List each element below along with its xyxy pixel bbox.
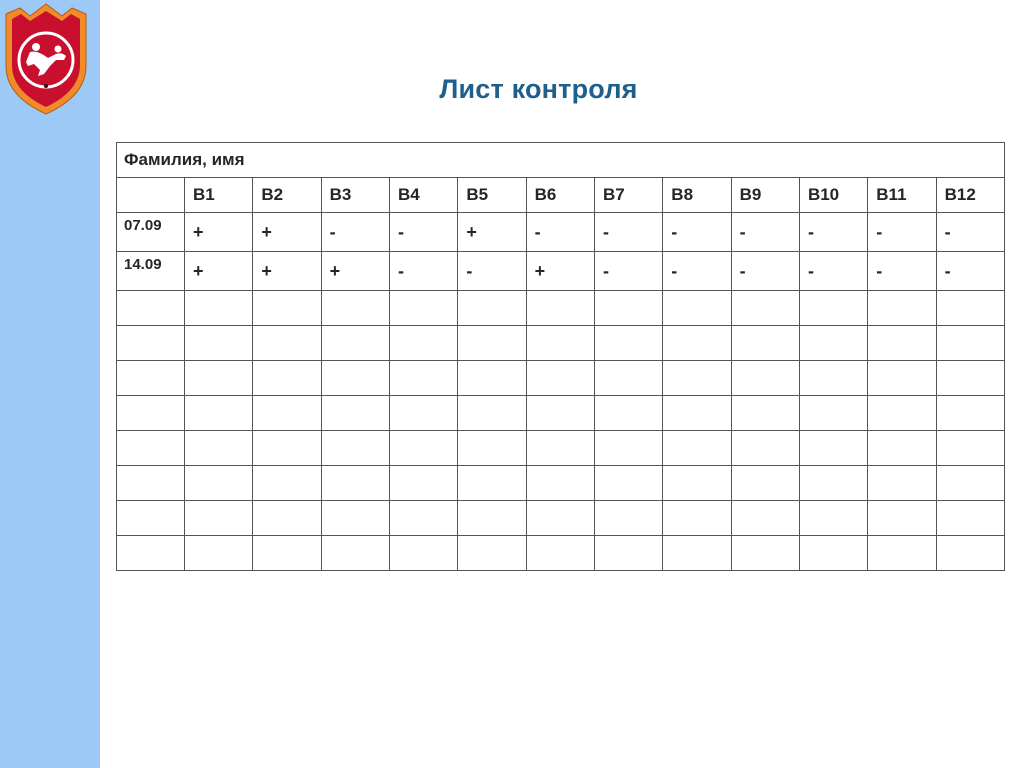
- date-cell: 14.09: [117, 252, 185, 291]
- empty-cell: [321, 396, 389, 431]
- empty-cell: [731, 536, 799, 571]
- column-header-cell: В12: [936, 178, 1005, 213]
- table-row: [117, 213, 1005, 252]
- empty-cell: [185, 466, 253, 501]
- mark-cell: -: [868, 252, 936, 291]
- empty-cell: [594, 291, 662, 326]
- empty-cell: [868, 431, 936, 466]
- empty-cell: [253, 501, 321, 536]
- empty-cell: [389, 431, 457, 466]
- empty-cell: [321, 536, 389, 571]
- empty-cell: [389, 501, 457, 536]
- empty-cell: [594, 396, 662, 431]
- empty-cell: [868, 291, 936, 326]
- empty-cell: [663, 466, 731, 501]
- empty-cell: [253, 361, 321, 396]
- mark-cell: +: [253, 252, 321, 291]
- empty-cell: [117, 466, 185, 501]
- empty-cell: [731, 361, 799, 396]
- mark-cell: -: [663, 213, 731, 252]
- empty-cell: [253, 466, 321, 501]
- table-row: [117, 252, 1005, 291]
- empty-row: [117, 291, 1005, 326]
- column-header-cell: В1: [185, 178, 253, 213]
- mark-cell: +: [253, 213, 321, 252]
- empty-cell: [868, 501, 936, 536]
- empty-cell: [799, 326, 867, 361]
- empty-cell: [594, 536, 662, 571]
- empty-cell: [799, 501, 867, 536]
- empty-cell: [663, 431, 731, 466]
- corner-cell: [117, 178, 185, 213]
- column-header-cell: В10: [799, 178, 867, 213]
- empty-cell: [458, 501, 526, 536]
- empty-cell: [799, 466, 867, 501]
- column-header-cell: В7: [594, 178, 662, 213]
- empty-cell: [526, 361, 594, 396]
- empty-cell: [321, 291, 389, 326]
- empty-cell: [799, 536, 867, 571]
- empty-cell: [117, 291, 185, 326]
- empty-cell: [389, 536, 457, 571]
- mark-cell: +: [526, 252, 594, 291]
- mark-cell: -: [731, 213, 799, 252]
- empty-cell: [663, 291, 731, 326]
- empty-cell: [458, 396, 526, 431]
- empty-cell: [389, 396, 457, 431]
- empty-cell: [868, 326, 936, 361]
- empty-cell: [936, 326, 1005, 361]
- mark-cell: +: [321, 252, 389, 291]
- empty-cell: [253, 291, 321, 326]
- mark-cell: -: [799, 252, 867, 291]
- empty-cell: [458, 326, 526, 361]
- empty-cell: [321, 501, 389, 536]
- column-header-cell: В3: [321, 178, 389, 213]
- empty-cell: [458, 361, 526, 396]
- empty-cell: [389, 326, 457, 361]
- name-header-row: [117, 143, 1005, 178]
- mark-cell: -: [594, 252, 662, 291]
- empty-cell: [185, 501, 253, 536]
- empty-cell: [731, 291, 799, 326]
- empty-cell: [526, 291, 594, 326]
- empty-cell: [253, 536, 321, 571]
- mark-cell: +: [185, 213, 253, 252]
- mark-cell: -: [389, 213, 457, 252]
- empty-cell: [936, 501, 1005, 536]
- empty-cell: [526, 536, 594, 571]
- column-header-cell: В6: [526, 178, 594, 213]
- empty-row: [117, 501, 1005, 536]
- mark-cell: -: [321, 213, 389, 252]
- mark-cell: +: [185, 252, 253, 291]
- empty-cell: [117, 431, 185, 466]
- column-header-cell: В9: [731, 178, 799, 213]
- column-header-cell: В8: [663, 178, 731, 213]
- date-cell: 07.09: [117, 213, 185, 252]
- empty-cell: [594, 431, 662, 466]
- empty-cell: [731, 396, 799, 431]
- empty-cell: [731, 501, 799, 536]
- control-sheet-table: [116, 142, 1005, 571]
- empty-cell: [117, 501, 185, 536]
- empty-cell: [526, 466, 594, 501]
- empty-cell: [117, 536, 185, 571]
- empty-cell: [117, 326, 185, 361]
- mark-cell: -: [526, 213, 594, 252]
- empty-cell: [185, 536, 253, 571]
- slide-title: Лист контроля: [439, 74, 638, 104]
- empty-cell: [253, 396, 321, 431]
- empty-cell: [185, 361, 253, 396]
- empty-row: [117, 536, 1005, 571]
- empty-cell: [868, 396, 936, 431]
- mark-cell: -: [868, 213, 936, 252]
- empty-cell: [321, 361, 389, 396]
- empty-cell: [731, 326, 799, 361]
- empty-cell: [936, 466, 1005, 501]
- empty-cell: [321, 431, 389, 466]
- empty-cell: [185, 431, 253, 466]
- empty-cell: [389, 361, 457, 396]
- empty-cell: [936, 536, 1005, 571]
- mark-cell: -: [936, 213, 1005, 252]
- empty-cell: [936, 361, 1005, 396]
- empty-cell: [458, 291, 526, 326]
- empty-cell: [185, 291, 253, 326]
- empty-cell: [936, 431, 1005, 466]
- empty-cell: [594, 466, 662, 501]
- mark-cell: -: [594, 213, 662, 252]
- empty-cell: [253, 431, 321, 466]
- empty-cell: [594, 361, 662, 396]
- column-header-cell: В5: [458, 178, 526, 213]
- empty-cell: [868, 466, 936, 501]
- mark-cell: -: [799, 213, 867, 252]
- empty-cell: [321, 466, 389, 501]
- empty-row: [117, 361, 1005, 396]
- empty-cell: [799, 361, 867, 396]
- empty-cell: [594, 501, 662, 536]
- empty-cell: [253, 326, 321, 361]
- empty-row: [117, 326, 1005, 361]
- column-header-cell: В4: [389, 178, 457, 213]
- empty-cell: [663, 361, 731, 396]
- empty-cell: [117, 396, 185, 431]
- empty-cell: [799, 396, 867, 431]
- mark-cell: -: [458, 252, 526, 291]
- empty-cell: [663, 326, 731, 361]
- empty-cell: [185, 326, 253, 361]
- empty-cell: [526, 326, 594, 361]
- mark-cell: +: [458, 213, 526, 252]
- empty-cell: [458, 466, 526, 501]
- empty-cell: [731, 466, 799, 501]
- empty-row: [117, 466, 1005, 501]
- empty-cell: [936, 291, 1005, 326]
- empty-cell: [731, 431, 799, 466]
- column-header-cell: В11: [868, 178, 936, 213]
- empty-cell: [389, 466, 457, 501]
- column-header-row: [117, 178, 1005, 213]
- empty-cell: [936, 396, 1005, 431]
- empty-cell: [663, 396, 731, 431]
- empty-cell: [117, 361, 185, 396]
- mark-cell: -: [731, 252, 799, 291]
- mark-cell: -: [663, 252, 731, 291]
- empty-cell: [799, 431, 867, 466]
- empty-row: [117, 431, 1005, 466]
- mark-cell: -: [936, 252, 1005, 291]
- empty-cell: [868, 361, 936, 396]
- empty-row: [117, 396, 1005, 431]
- empty-cell: [594, 326, 662, 361]
- empty-cell: [868, 536, 936, 571]
- name-header-cell: Фамилия, имя: [117, 143, 1005, 178]
- empty-cell: [321, 326, 389, 361]
- empty-cell: [458, 431, 526, 466]
- empty-cell: [663, 536, 731, 571]
- empty-cell: [526, 431, 594, 466]
- column-header-cell: В2: [253, 178, 321, 213]
- empty-cell: [458, 536, 526, 571]
- mark-cell: -: [389, 252, 457, 291]
- empty-cell: [663, 501, 731, 536]
- empty-cell: [185, 396, 253, 431]
- empty-cell: [799, 291, 867, 326]
- empty-cell: [389, 291, 457, 326]
- empty-cell: [526, 396, 594, 431]
- empty-cell: [526, 501, 594, 536]
